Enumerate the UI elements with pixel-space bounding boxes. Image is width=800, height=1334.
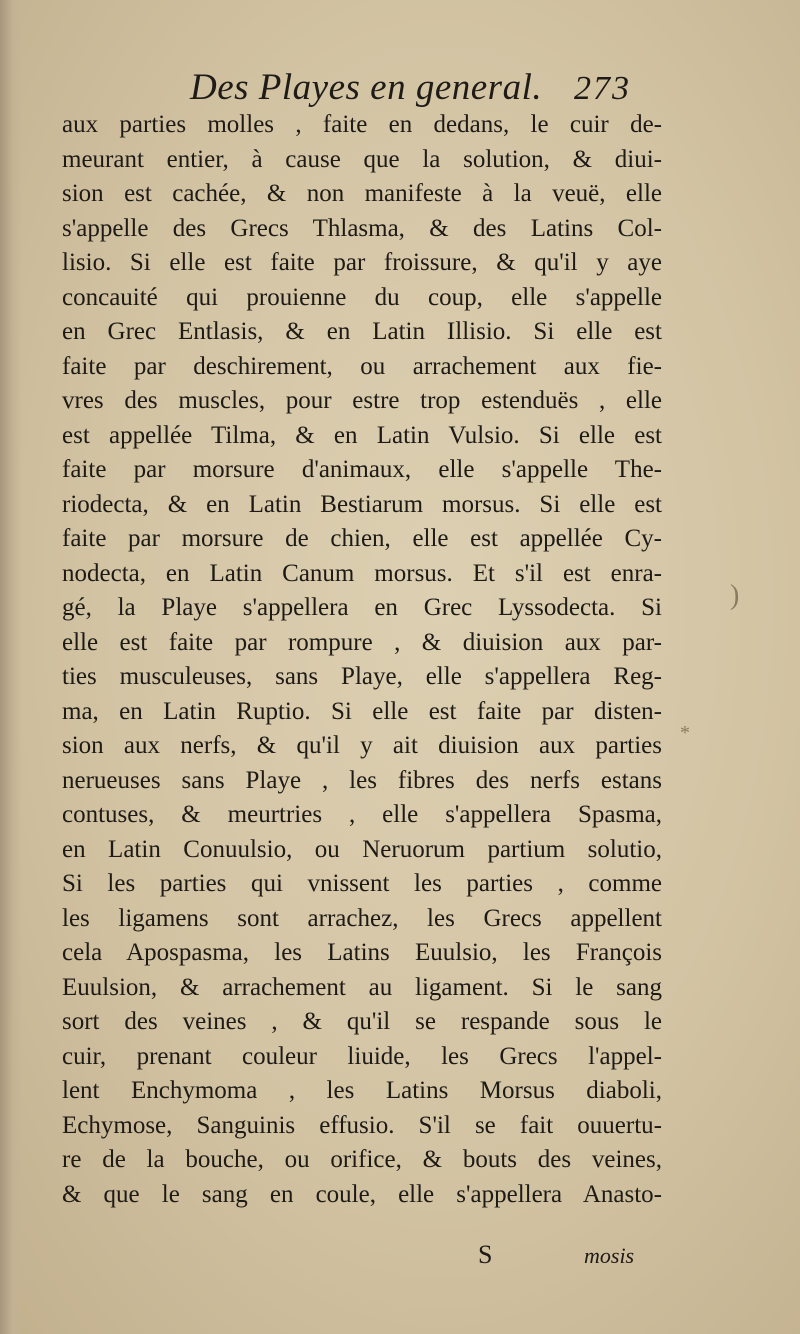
text-line: ma, en Latin Ruptio. Si elle est faite par disten- <box>62 697 662 725</box>
text-line: contuses, & meurtries , elle s'appellera Spasma, <box>62 801 662 828</box>
text-line: elle est faite par rompure , & diuision aux par- <box>62 628 662 656</box>
text-line: faite par morsure d'animaux, elle s'appelle The- <box>62 456 662 483</box>
text-line: faite par deschirement, ou arrachement aux fie- <box>62 352 662 380</box>
text-line: sion est cachée, & non manifeste à la veuë, elle <box>62 180 662 207</box>
text-line: est appellée Tilma, & en Latin Vulsio. Si elle est <box>62 421 662 449</box>
text-line: Euulsion, & arrachement au ligament. Si le sang <box>62 973 662 1001</box>
text-line: lisio. Si elle est faite par froissure, & qu'il y aye <box>62 249 662 276</box>
margin-bracket-mark: ) <box>730 580 740 611</box>
page-gutter <box>0 0 22 1334</box>
text-line: s'appelle des Grecs Thlasma, & des Latins Col- <box>62 214 662 242</box>
text-line: les ligamens sont arrachez, les Grecs appellent <box>62 904 662 932</box>
text-line: meurant entier, à cause que la solution, & diui- <box>62 145 662 173</box>
text-line: concauité qui prouienne du coup, elle s'appelle <box>62 283 662 311</box>
text-line: cela Apospasma, les Latins Euulsio, les François <box>62 939 662 966</box>
text-line: en Latin Conuulsio, ou Neruorum partium solutio, <box>62 835 662 863</box>
text-line: nodecta, en Latin Canum morsus. Et s'il est enra- <box>62 559 662 587</box>
text-line: nerueuses sans Playe , les fibres des nerfs estans <box>62 766 662 794</box>
running-head: Des Playes en general. <box>190 67 543 108</box>
text-line: sion aux nerfs, & qu'il y ait diuision aux parties <box>62 732 662 759</box>
text-line: & que le sang en coule, elle s'appellera Anasto- <box>62 1180 662 1208</box>
text-line: faite par morsure de chien, elle est appellée Cy- <box>62 525 662 552</box>
text-line: Echymose, Sanguinis effusio. S'il se fait ouuertu- <box>62 1111 662 1139</box>
catchword: mosis <box>584 1243 635 1268</box>
body-text <box>62 108 662 1212</box>
text-line: riodecta, & en Latin Bestiarum morsus. Si elle est <box>62 490 662 518</box>
signature-mark: S <box>478 1240 493 1269</box>
text-line: aux parties molles , faite en dedans, le cuir de- <box>62 111 662 138</box>
text-line: gé, la Playe s'appellera en Grec Lyssodecta. Si <box>62 594 662 621</box>
text-line: vres des muscles, pour estre trop estenduës , elle <box>62 387 662 414</box>
text-line: cuir, prenant couleur liuide, les Grecs l'appel- <box>62 1042 662 1070</box>
text-line: sort des veines , & qu'il se respande sous le <box>62 1008 662 1035</box>
page-number: 273 <box>574 70 631 107</box>
margin-asterisk-mark: * <box>680 722 690 744</box>
text-line: ties musculeuses, sans Playe, elle s'appellera Reg- <box>62 663 662 690</box>
text-line: en Grec Entlasis, & en Latin Illisio. Si elle est <box>62 318 662 345</box>
text-line: Si les parties qui vnissent les parties , comme <box>62 870 662 897</box>
text-line: lent Enchymoma , les Latins Morsus diaboli, <box>62 1077 662 1104</box>
text-line: re de la bouche, ou orifice, & bouts des veines, <box>62 1146 662 1173</box>
